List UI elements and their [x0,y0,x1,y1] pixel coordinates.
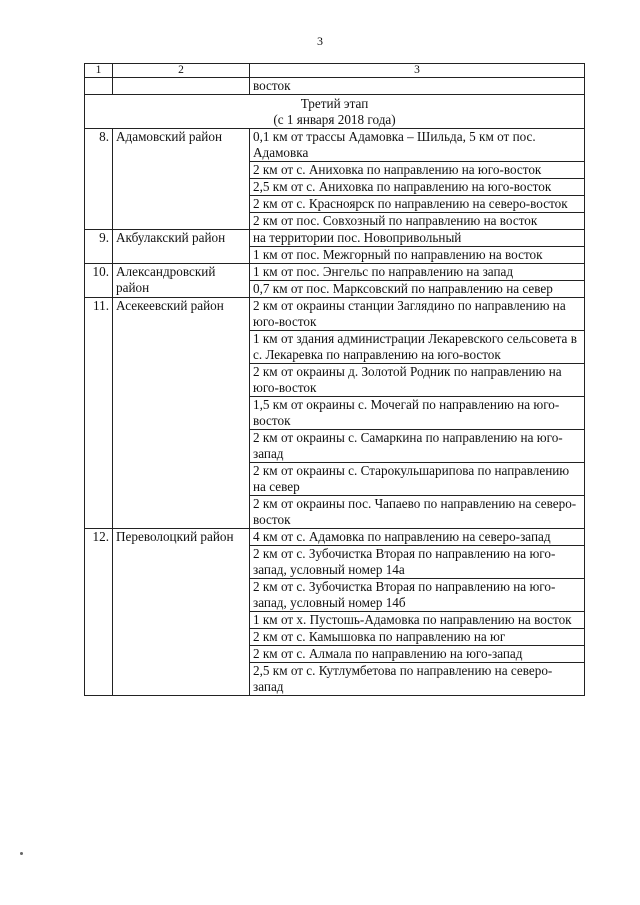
district-number: 8. [85,129,113,230]
district-name: Акбулакский район [113,230,250,264]
table-row [85,129,585,162]
location-description: 2 км от окраины с. Самаркина по направлению на юго-запад [250,430,585,463]
location-description: 1 км от здания администрации Лекаревского сельсовета в с. Лекаревка по направлению на юго-восток [250,331,585,364]
table-row [85,264,585,281]
location-description: 1 км от пос. Межгорный по направлению на восток [250,247,585,264]
stage-subtitle: (с 1 января 2018 года) [273,112,396,127]
location-description: на территории пос. Новопривольный [250,230,585,247]
district-number: 11. [85,298,113,529]
location-description: 2,5 км от с. Кутлумбетова по направлению на северо-запад [250,663,585,696]
district-name: Адамовский район [113,129,250,230]
column-numbers-row [85,64,585,78]
location-description: 1 км от х. Пустошь-Адамовка по направлению на восток [250,612,585,629]
location-description: 2 км от с. Зубочистка Вторая по направлению на юго-запад, условный номер 14а [250,546,585,579]
stage-title: Третий этап [300,96,369,111]
location-description: 0,7 км от пос. Марксовский по направлению на север [250,281,585,298]
location-description: 2 км от с. Красноярск по направлению на северо-восток [250,196,585,213]
page-number: 3 [317,34,323,48]
district-rows [85,129,585,696]
location-description: 2 км от с. Зубочистка Вторая по направлению на юго-запад, условный номер 14б [250,579,585,612]
location-description: 2 км от с. Аниховка по направлению на юго-восток [250,162,585,179]
location-description: 0,1 км от трассы Адамовка – Шильда, 5 км от пос. Адамовка [250,129,585,162]
district-number: 9. [85,230,113,264]
location-description: 2 км от с. Алмала по направлению на юго-запад [250,646,585,663]
location-description: 2,5 км от с. Аниховка по направлению на юго-восток [250,179,585,196]
column-header: 2 [113,64,250,78]
column-header: 1 [85,64,113,78]
location-description: 1 км от пос. Энгельс по направлению на запад [250,264,585,281]
district-number: 12. [85,529,113,696]
location-description: 2 км от окраины д. Золотой Родник по направлению на юго-восток [250,364,585,397]
location-description: 2 км от окраины станции Заглядино по направлению на юго-восток [250,298,585,331]
district-locations-table [84,63,585,696]
column-header: 3 [250,64,585,78]
district-name: Переволоцкий район [113,529,250,696]
district-name: Александровский район [113,264,250,298]
location-description: 4 км от с. Адамовка по направлению на северо-запад [250,529,585,546]
location-description: 1,5 км от окраины с. Мочегай по направлению на юго-восток [250,397,585,430]
stage-heading [85,95,585,129]
table-row [85,230,585,247]
continuation-row [85,78,585,95]
scan-speck [20,852,23,855]
location-description: 2 км от окраины пос. Чапаево по направлению на северо-восток [250,496,585,529]
table-row [85,298,585,331]
stage-row [85,95,585,129]
continuation-text: восток [250,78,585,95]
district-name: Асекеевский район [113,298,250,529]
district-number: 10. [85,264,113,298]
location-description: 2 км от с. Камышовка по направлению на юг [250,629,585,646]
location-description: 2 км от окраины с. Старокульшарипова по направлению на север [250,463,585,496]
location-description: 2 км от пос. Совхозный по направлению на восток [250,213,585,230]
table-row [85,529,585,546]
